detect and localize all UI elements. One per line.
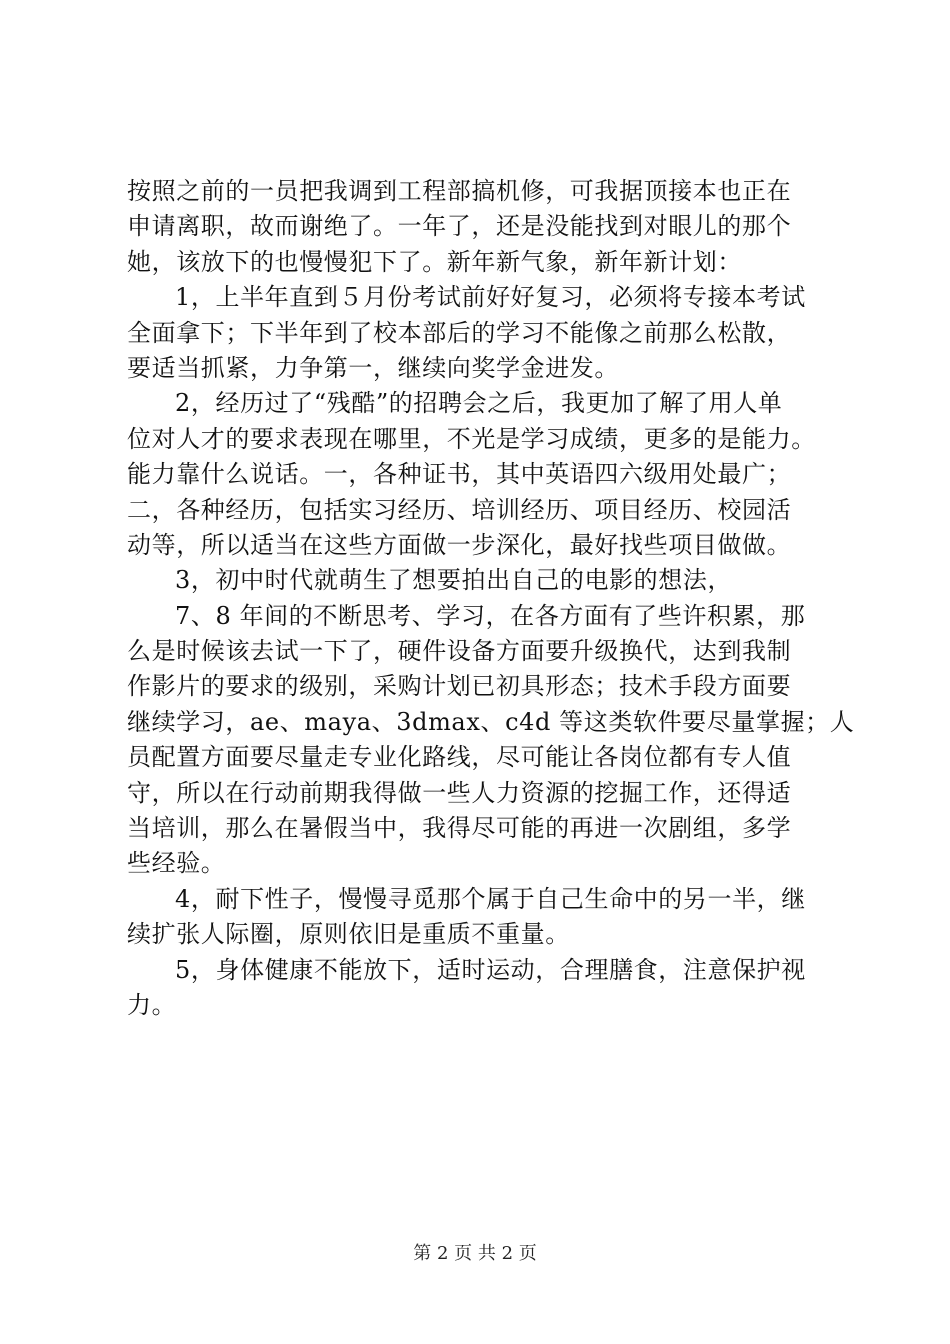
text-line: 申请离职，故而谢绝了。一年了，还是没能找到对眼儿的那个: [127, 212, 792, 241]
text-line: 些经验。: [127, 849, 226, 878]
text-line: 续扩张人际圈，原则依旧是重质不重量。: [127, 920, 570, 949]
text-line: 动等，所以适当在这些方面做一步深化，最好找些项目做做。: [127, 530, 792, 559]
text-line: 2，经历过了“残酷”的招聘会之后，我更加了解了用人单: [175, 389, 783, 418]
text-line: 么是时候该去试一下了，硬件设备方面要升级换代，达到我制: [127, 637, 792, 666]
document-body: [127, 174, 855, 1023]
text-line: 员配置方面要尽量走专业化路线，尽可能让各岗位都有专人值: [127, 743, 792, 772]
text-line: 当培训，那么在暑假当中，我得尽可能的再进一次剧组，多学: [127, 814, 792, 843]
text-line: 能力靠什么说话。一，各种证书，其中英语四六级用处最广；: [127, 460, 792, 489]
text-line: 4，耐下性子，慢慢寻觅那个属于自己生命中的另一半，继: [175, 884, 806, 913]
text-line: 7、8 年间的不断思考、学习，在各方面有了些许积累，那: [175, 601, 806, 630]
text-line: 力。: [127, 990, 177, 1019]
text-line: 她，该放下的也慢慢犯下了。新年新气象，新年新计划：: [127, 247, 742, 276]
page-footer: [0, 1242, 950, 1266]
text-line: 作影片的要求的级别，采购计划已初具形态；技术手段方面要: [127, 672, 792, 701]
text-line: 守，所以在行动前期我得做一些人力资源的挖掘工作，还得适: [127, 778, 792, 807]
text-line: 1，上半年直到５月份考试前好好复习，必须将专接本考试: [175, 283, 806, 312]
text-line: 5，身体健康不能放下，适时运动，合理膳食，注意保护视: [175, 955, 806, 984]
page-number: 第 2 页 共 2 页: [413, 1243, 537, 1264]
text-line: 3，初中时代就萌生了想要拍出自己的电影的想法，: [175, 566, 733, 595]
text-line: 继续学习，ae、maya、3dmax、c4d 等这类软件要尽量掌握；人: [127, 707, 855, 736]
text-line: 二，各种经历，包括实习经历、培训经历、项目经历、校园活: [127, 495, 792, 524]
text-line: 要适当抓紧，力争第一，继续向奖学金进发。: [127, 353, 619, 382]
text-line: 全面拿下；下半年到了校本部后的学习不能像之前那么松散，: [127, 318, 792, 347]
text-line: 按照之前的一员把我调到工程部搞机修，可我据顶接本也正在: [127, 177, 792, 205]
text-line: 位对人才的要求表现在哪里，不光是学习成绩，更多的是能力。: [127, 424, 816, 453]
